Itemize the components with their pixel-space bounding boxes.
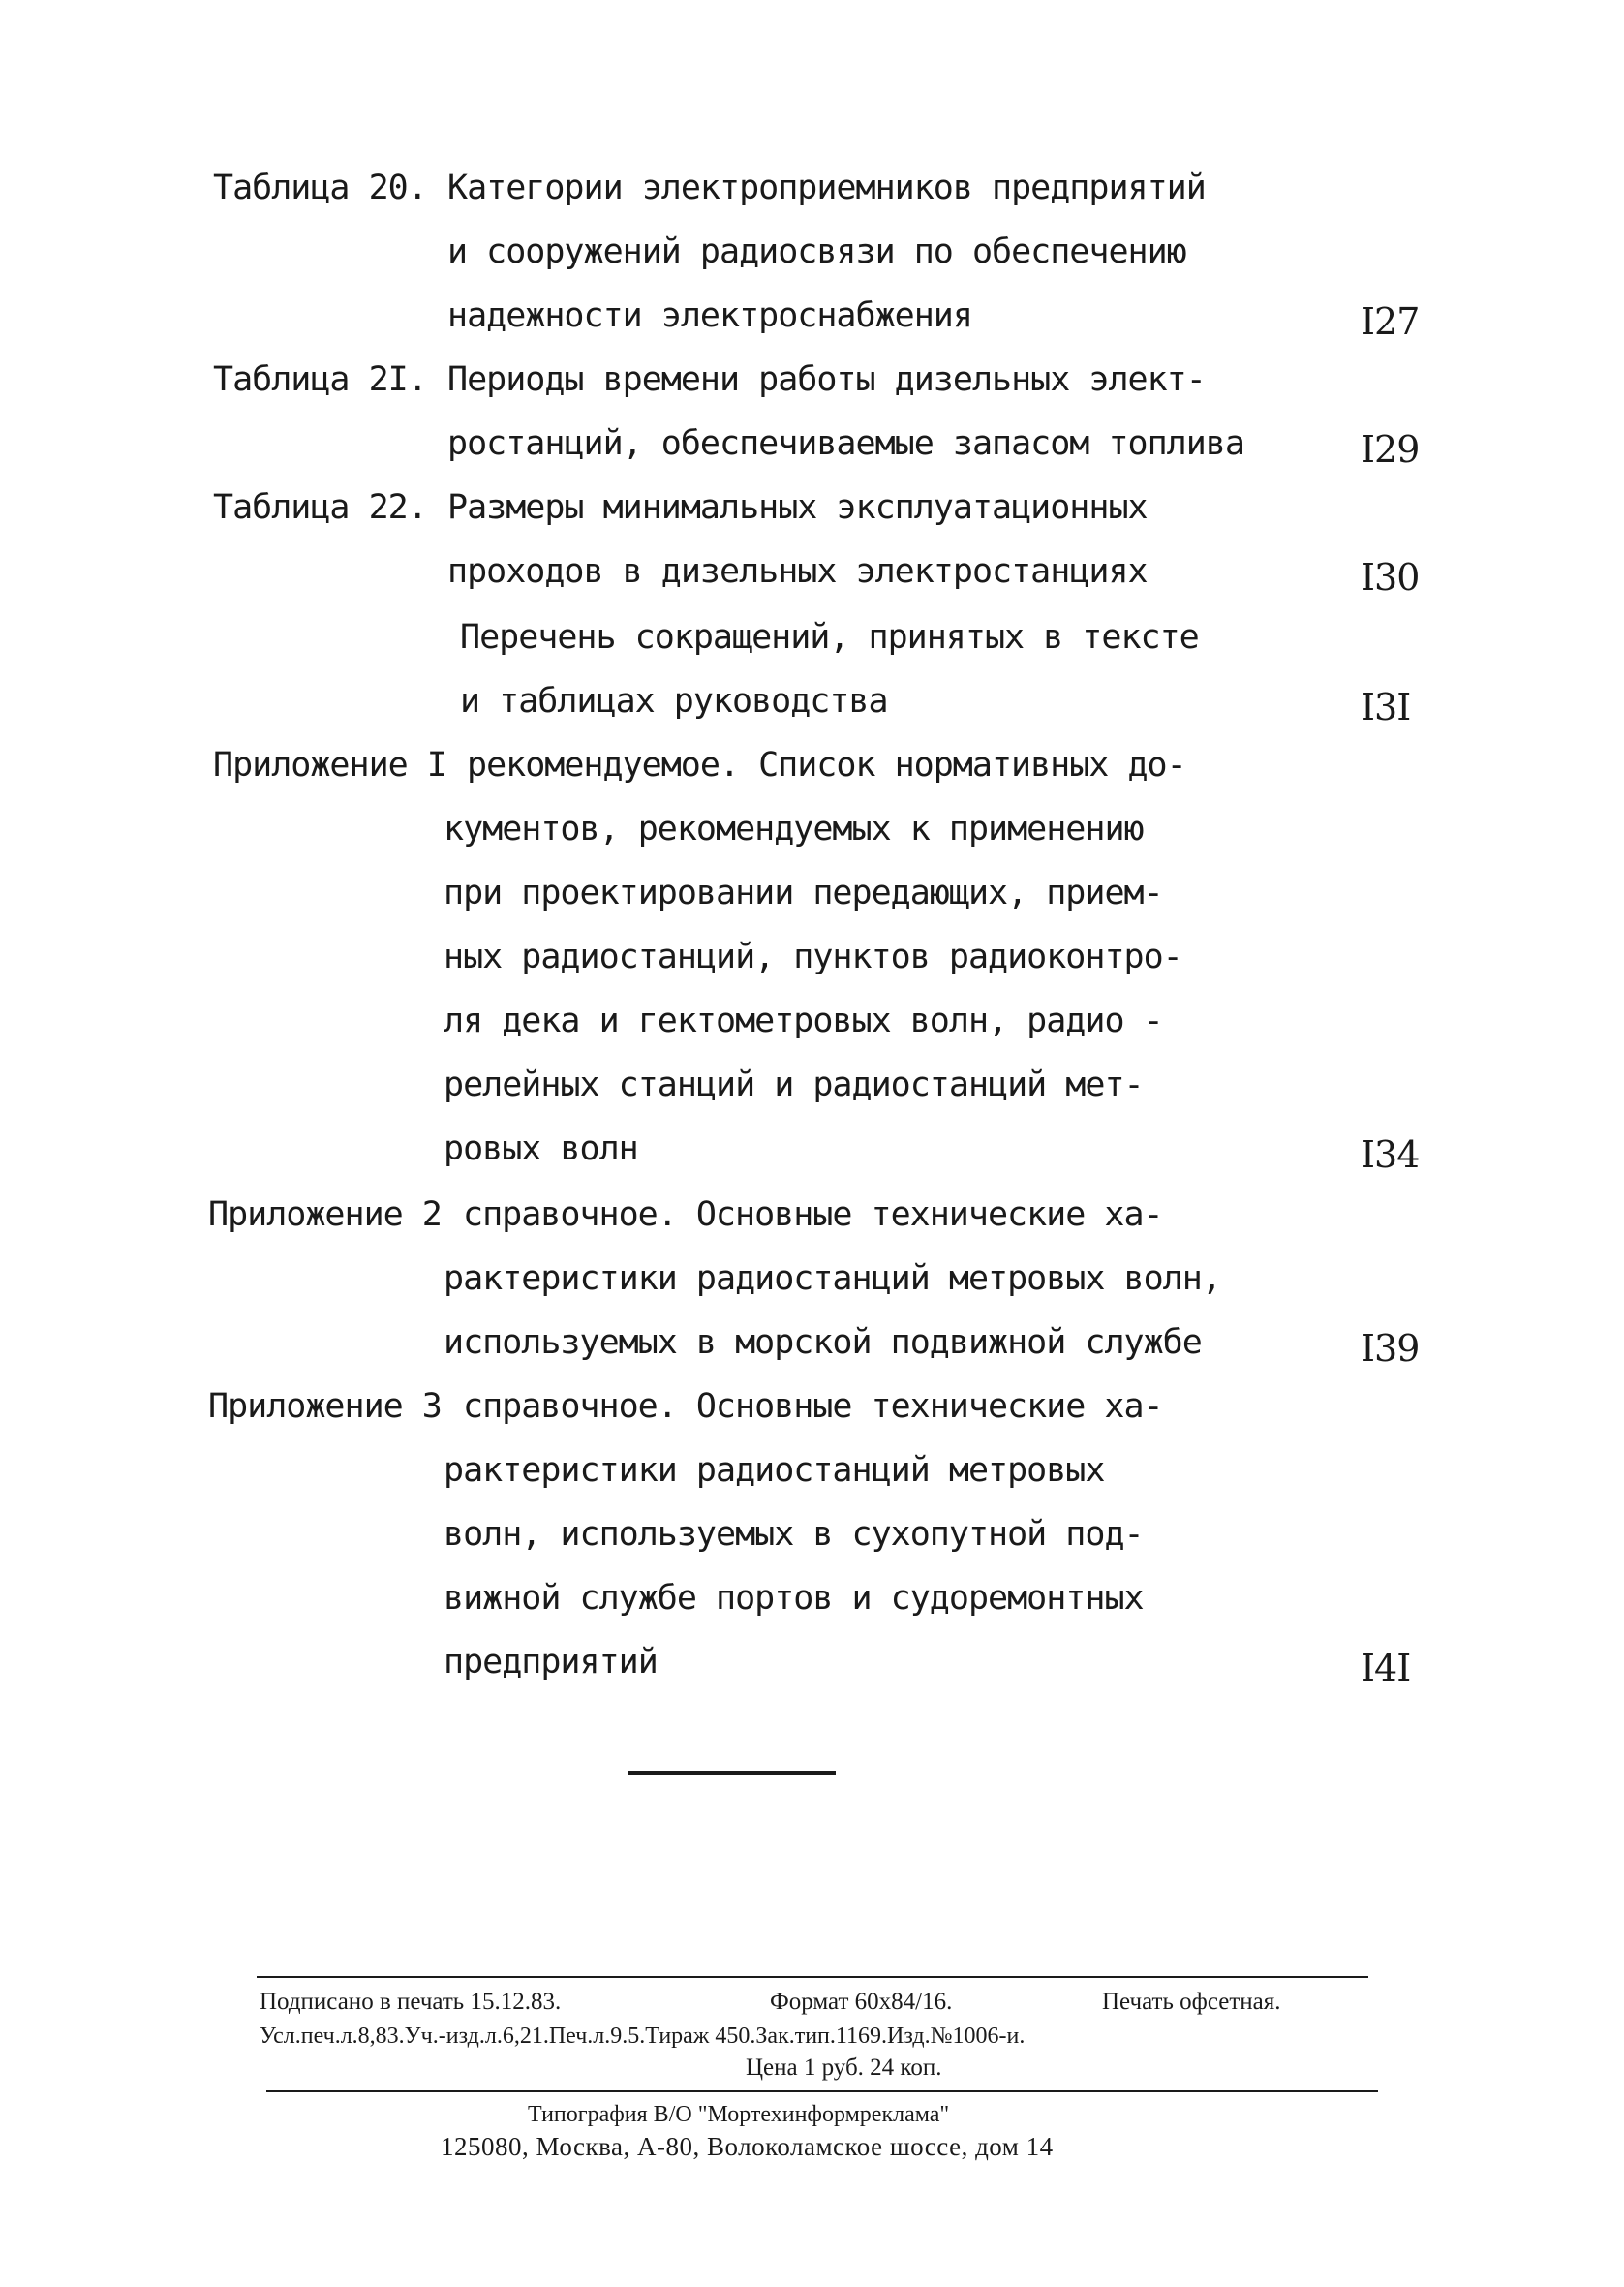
section-separator <box>628 1771 836 1775</box>
toc-page-number: I30 <box>1361 556 1420 599</box>
toc-entry-line: и таблицах руководства <box>460 682 888 721</box>
toc-entry-label: Таблица 2I. <box>213 360 427 399</box>
imprint-printing: Печать офсетная. <box>1102 1989 1281 2015</box>
toc-entry-line: Категории электроприемников предприятий <box>447 169 1206 207</box>
toc-entry-label: Таблица 20. <box>213 169 427 207</box>
imprint-top-rule <box>257 1976 1368 1978</box>
imprint-bottom-rule <box>266 2090 1378 2092</box>
toc-entry-line: рекомендуемое. Список нормативных до- <box>467 746 1186 785</box>
toc-entry-label: Приложение I <box>213 746 446 785</box>
toc-page-number: I34 <box>1361 1133 1420 1176</box>
toc-entry-label: Таблица 22. <box>213 488 427 527</box>
toc-entry-label: Приложение 2 <box>208 1195 442 1234</box>
toc-entry-line: предприятий <box>444 1643 658 1682</box>
toc-entry-line: кументов, рекомендуемых к применению <box>444 810 1144 849</box>
toc-page-number: I29 <box>1361 428 1420 471</box>
toc-entry-line: ля дека и гектометровых волн, радио - <box>444 1002 1163 1040</box>
toc-page-number: I4I <box>1361 1647 1411 1689</box>
toc-page-number: I39 <box>1361 1327 1420 1370</box>
toc-entry-line: вижной службе портов и судоремонтных <box>444 1579 1144 1618</box>
toc-entry-line: релейных станций и радиостанций мет- <box>444 1066 1144 1104</box>
toc-entry-line: справочное. Основные технические ха- <box>463 1387 1163 1426</box>
toc-entry-line: Периоды времени работы дизельных элект- <box>447 360 1206 399</box>
imprint-price: Цена 1 руб. 24 коп. <box>746 2055 942 2081</box>
toc-entry-line: ростанций, обеспечиваемые запасом топлива <box>447 424 1244 463</box>
toc-entry-line: и сооружений радиосвязи по обеспечению <box>447 232 1186 271</box>
imprint-tech-details: Усл.печ.л.8,83.Уч.-изд.л.6,21.Печ.л.9.5.Тираж 450.Зак.тип.1169.Изд.№1006-и. <box>260 2024 1026 2049</box>
toc-entry-line: ных радиостанций, пунктов радиоконтро- <box>444 938 1182 976</box>
toc-entry-line: надежности электроснабжения <box>447 296 972 335</box>
toc-entry-line: используемых в морской подвижной службе <box>444 1323 1202 1362</box>
imprint-address: 125080, Москва, А-80, Волоколамское шоссе, дом 14 <box>441 2132 1054 2161</box>
imprint-format: Формат 60x84/16. <box>770 1989 953 2015</box>
toc-entry-line: Размеры минимальных эксплуатационных <box>447 488 1148 527</box>
toc-entry-line: при проектировании передающих, прием- <box>444 874 1163 912</box>
toc-entry-line: рактеристики радиостанций метровых <box>444 1451 1105 1490</box>
toc-entry-line: волн, используемых в сухопутной под- <box>444 1515 1144 1554</box>
toc-entry-line: справочное. Основные технические ха- <box>463 1195 1163 1234</box>
imprint-printer: Типография В/О "Мортехинформреклама" <box>528 2102 950 2127</box>
imprint-signed: Подписано в печать 15.12.83. <box>260 1989 562 2015</box>
toc-entry-line: Перечень сокращений, принятых в тексте <box>460 618 1199 657</box>
toc-page-number: I27 <box>1361 300 1420 343</box>
toc-entry-label: Приложение 3 <box>208 1387 442 1426</box>
toc-entry-line: проходов в дизельных электростанциях <box>447 552 1148 591</box>
toc-entry-line: ровых волн <box>444 1129 638 1168</box>
toc-page-number: I3I <box>1361 686 1411 728</box>
toc-entry-line: рактеристики радиостанций метровых волн, <box>444 1259 1221 1298</box>
